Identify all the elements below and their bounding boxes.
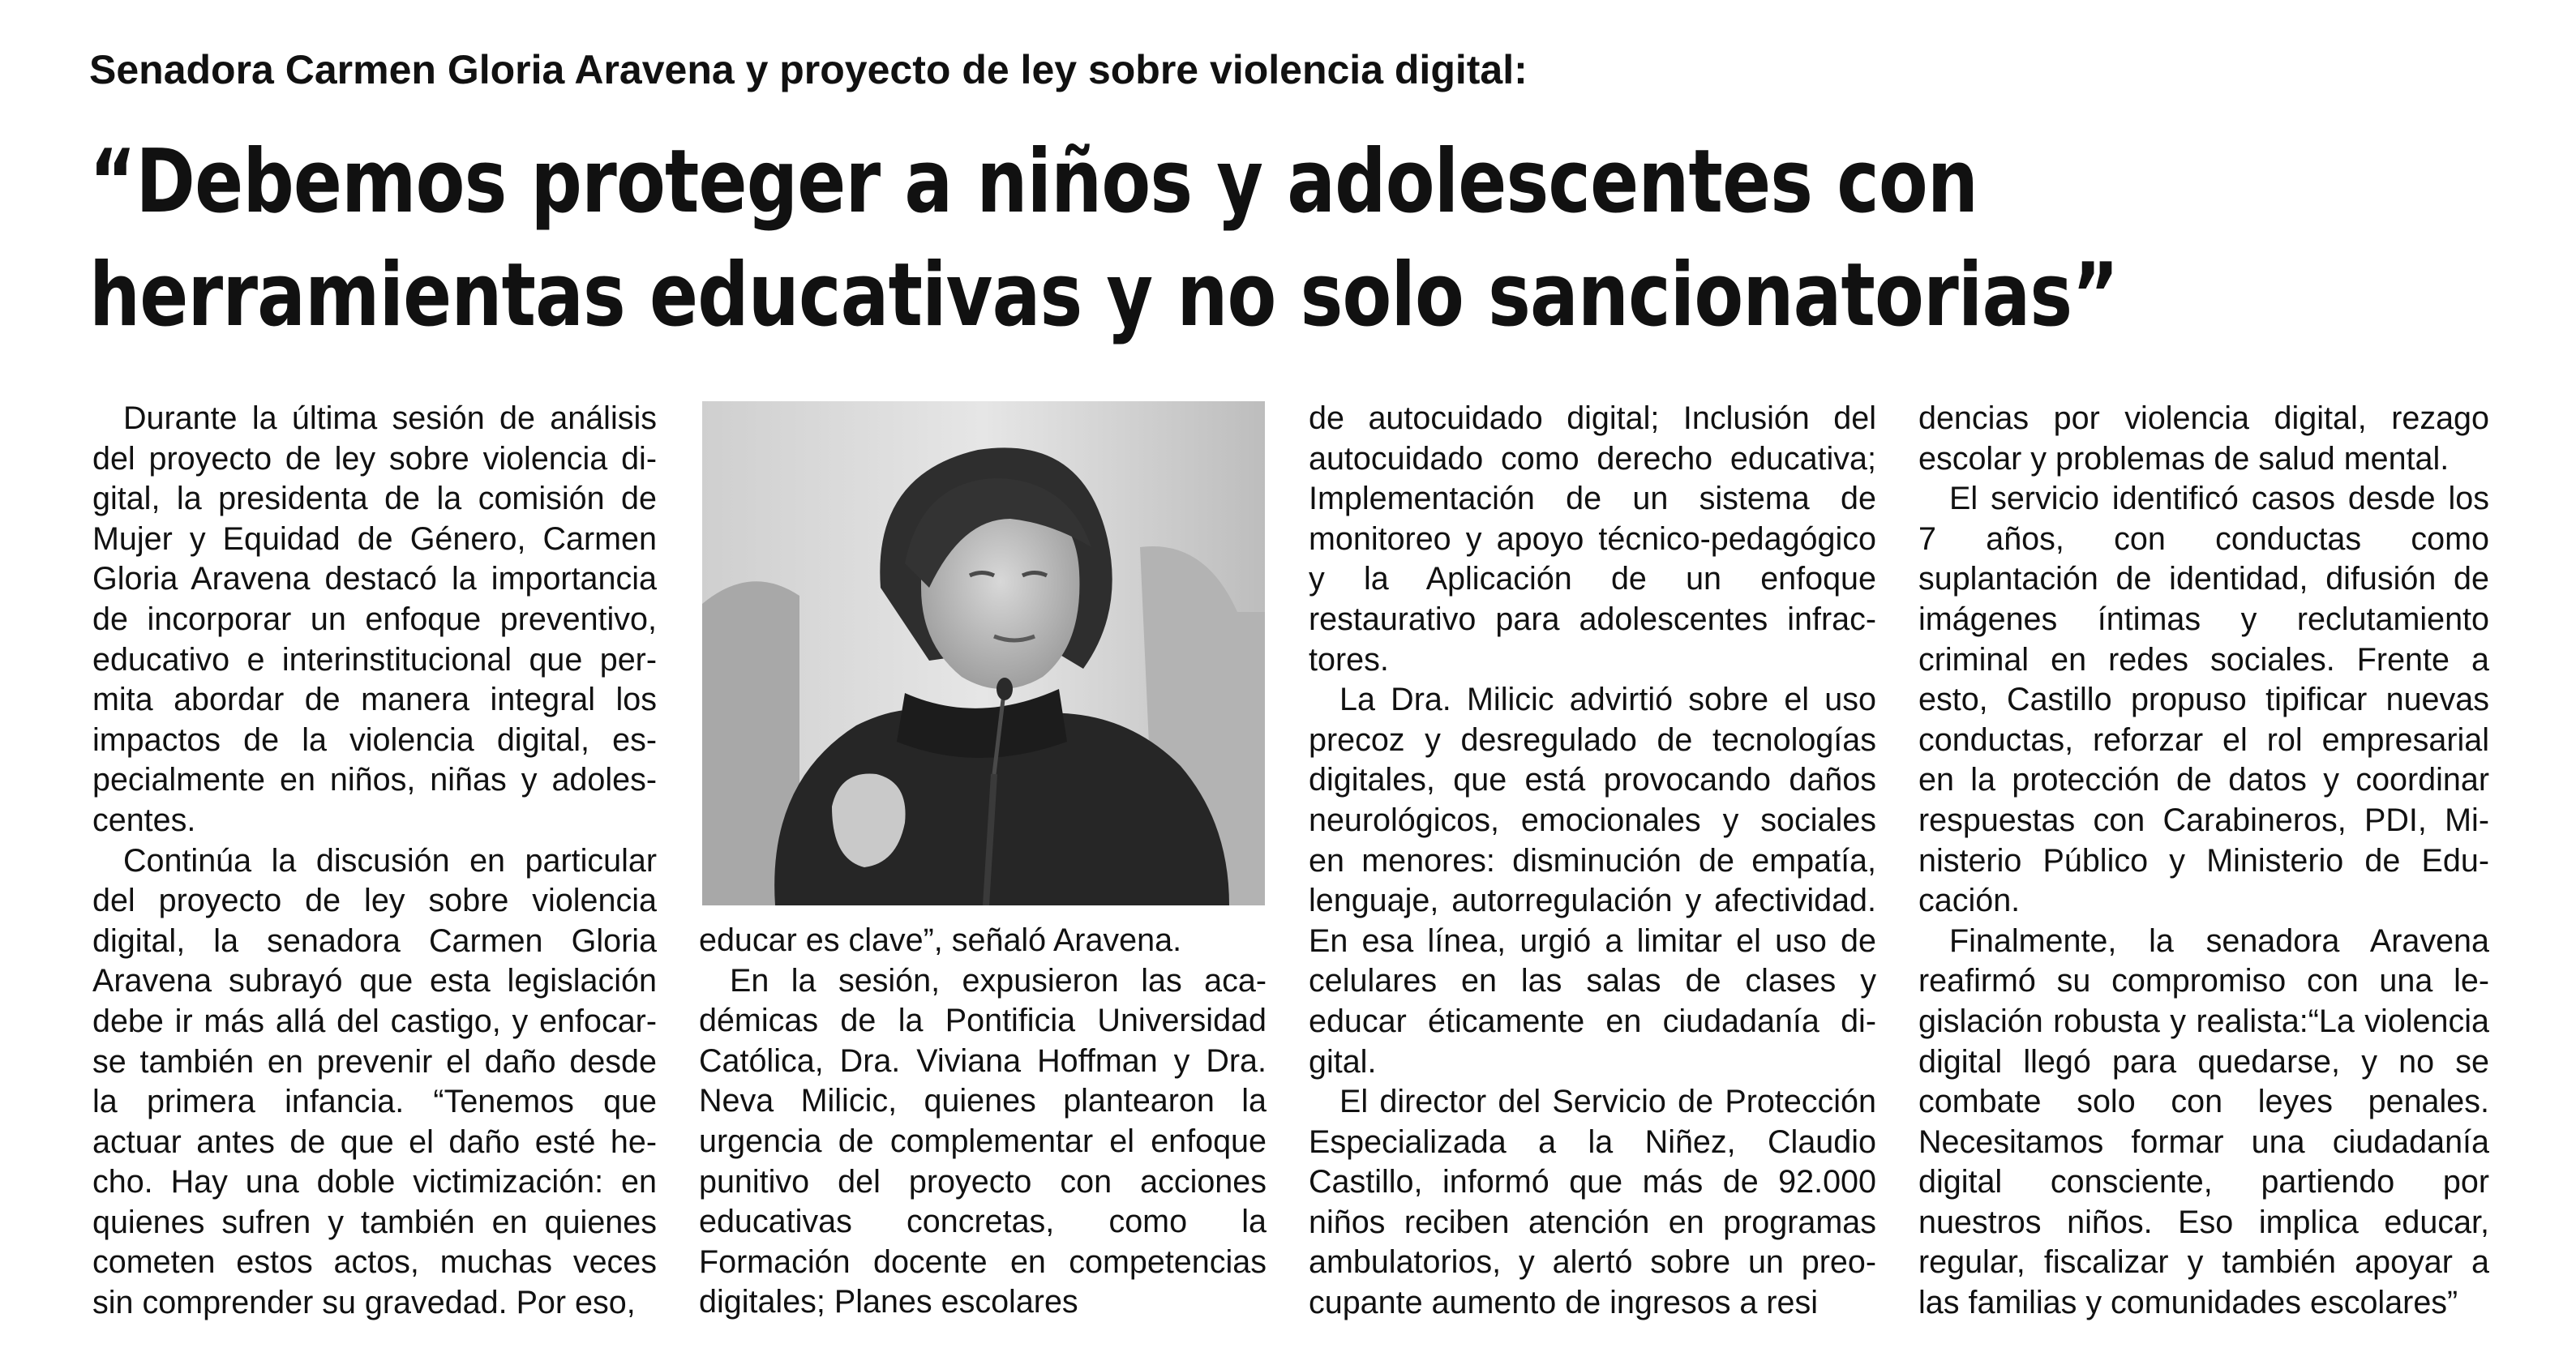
paragraph: de autocuidado digital; Inclusión del autocuidado como derecho educativa; Implementación de un sistema de monitoreo y apoyo técnico-pedagógico y la Aplicación de un enfoque restaurativo para adolescentes infractores. (1309, 400, 1876, 678)
paragraph: El director del Servicio de Protección Especializada a la Niñez, Claudio Castillo, informó que más de 92.000 niños reciben atención en programas ambulatorios, y alertó sobre un preocupante aumento de ingresos a resi (1309, 1084, 1876, 1321)
article-kicker: Senadora Carmen Gloria Aravena y proyecto de ley sobre violencia digital: (89, 47, 1528, 92)
headline-line-2: herramientas educativas y no solo sancionatorias” (89, 245, 2119, 346)
paragraph: dencias por violencia digital, rezago escolar y problemas de salud mental. (1918, 400, 2489, 477)
paragraph: El servicio identificó casos desde los 7 años, con conductas como suplantación de identidad, difusión de imágenes íntimas y reclutamiento criminal en redes sociales. Frente a esto, Castillo propuso tipificar nuevas conductas, reforzar el rol empresarial en la protección de datos y coordinar respuestas con Carabineros, PDI, Ministerio Público y Ministerio de Educación. (1918, 481, 2489, 919)
paragraph: En la sesión, expusieron las académicas de la Pontificia Universidad Católica, Dra. Viviana Hoffman y Dra. Neva Milicic, quienes plantearon la urgencia de complementar el enfoque punitivo del proyecto con acciones educativas concretas, como la Formación docente en competencias digitales; Planes escolares (699, 962, 1267, 1320)
headline-line-1: “Debemos proteger a niños y adolescentes con (89, 131, 1978, 233)
article-column-1 (92, 399, 657, 1324)
article-headline (89, 126, 2119, 353)
paragraph: Durante la última sesión de análisis del proyecto de ley sobre violencia digital, la presidenta de la comisión de Mujer y Equidad de Género, Carmen Gloria Aravena destacó la importancia de incorporar un enfoque preventivo, educativo e interinstitucional que permita abordar de manera integral los impactos de la violencia digital, especialmente en niños, niñas y adolescentes. (92, 400, 657, 838)
senator-photo (702, 401, 1265, 905)
senator-photo-illustration (702, 401, 1265, 905)
paragraph: Finalmente, la senadora Aravena reafirmó su compromiso con una legislación robusta y realista:“La violencia digital llegó para quedarse, y no se combate solo con leyes penales. Necesitamos formar una ciudadanía digital consciente, partiendo por nuestros niños. Eso implica educar, regular, fiscalizar y también apoyar a las familias y comunidades escolares” (1918, 922, 2489, 1321)
article-column-4 (1918, 399, 2489, 1324)
paragraph: educar es clave”, señaló Aravena. (699, 922, 1182, 958)
article-column-3 (1309, 399, 1876, 1324)
article-column-2 (699, 921, 1267, 1323)
paragraph: Continúa la discusión en particular del proyecto de ley sobre violencia digital, la senadora Carmen Gloria Aravena subrayó que esta legislación debe ir más allá del castigo, y enfocarse también en prevenir el daño desde la primera infancia. “Tenemos que actuar antes de que el daño esté hecho. Hay una doble victimización: en quienes sufren y también en quienes cometen estos actos, muchas veces sin comprender su gravedad. Por eso, (92, 842, 657, 1321)
paragraph: La Dra. Milicic advirtió sobre el uso precoz y desregulado de tecnologías digitales, que está provocando daños neurológicos, emocionales y sociales en menores: disminución de empatía, lenguaje, autorregulación y afectividad. En esa línea, urgió a limitar el uso de celulares en las salas de clases y educar éticamente en ciudadanía digital. (1309, 682, 1876, 1080)
